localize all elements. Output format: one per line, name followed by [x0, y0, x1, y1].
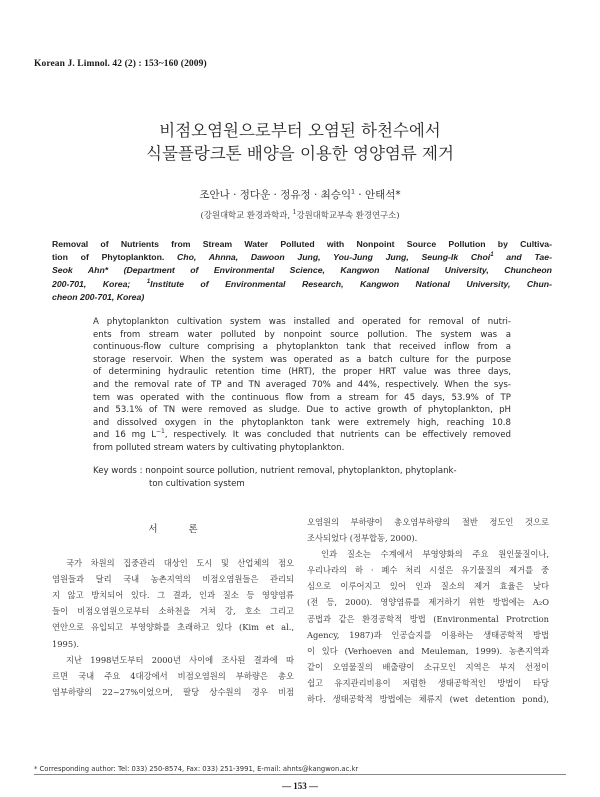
right-paragraph-2 — [307, 546, 549, 707]
text-line: 심으로 이루어지고 있어 인과 질소의 제거 효율은 낮다 — [307, 581, 549, 592]
left-paragraph-2 — [52, 652, 294, 700]
english-title-end: tion of Phytoplankton. — [52, 252, 165, 263]
abstract-line: and dissolved oxygen in the phytoplankton tank were extremely high, reaching 10.8 — [93, 417, 511, 428]
abstract-line: from polluted stream waters by cultivating phytoplankton. — [93, 442, 345, 453]
text-line: 지 않고 방치되어 있다. 그 결과, 인과 질소 등 영양염류 — [52, 590, 294, 601]
text-line: 인과 질소는 수계에서 부영양화의 주요 원인물질이나, — [321, 549, 549, 560]
english-affil-sup: 1 — [146, 278, 151, 285]
text-line: 지난 1998년도부터 2000년 사이에 조사된 결과에 따 — [66, 654, 294, 665]
text-line: 연안으로 유입되고 부영양화를 초래하고 있다 (Kim et al., — [52, 622, 294, 633]
text-line: 1995). — [52, 638, 79, 649]
abstract-line: A phytoplankton cultivation system was installed and operated for removal of nutri- — [93, 317, 511, 327]
text-line: 오염원의 부하량이 총오염부하량의 절반 정도인 것으로 — [307, 517, 549, 527]
abstract-line: tem was operated with the continuous flow from a stream for 45 days, 53.9% of TP — [93, 392, 511, 403]
text-line: 쉽고 유지관리비용이 저렴한 생태공학적인 방법이 타당 — [307, 677, 549, 688]
text-line: Agency, 1987)과 인공습지를 이용하는 생태공학적 방법 — [307, 629, 549, 640]
keywords-continued: ton cultivation system — [149, 478, 245, 489]
korean-authors-last: · 안태석* — [354, 189, 401, 201]
english-authors-sup: 1 — [490, 252, 494, 259]
english-authors-2: and Tae- — [493, 252, 552, 263]
english-affil-2b: Institute of Environmental Research, Kangwon National University, Chun- — [150, 278, 552, 289]
text-line: 조사되었다 (정부합동, 2000). — [307, 533, 418, 544]
text-line: 우리나라의 하 · 폐수 처리 시설은 유기물질의 제거를 중 — [307, 565, 549, 576]
text-line: 하다. 생태공학적 방법에는 체류지 (wet detention pond), — [307, 694, 549, 705]
korean-title-line-1: 비점오염원으로부터 오염된 하천수에서 — [159, 121, 441, 140]
english-affil-2a: 200-701, Korea; — [52, 278, 131, 289]
keywords — [93, 465, 525, 490]
section-heading-introduction: 서 론 — [148, 524, 212, 535]
korean-affiliation-a: (강원대학교 환경과학과, — [200, 210, 293, 220]
text-line: 이 있다 (Verhoeven and Meuleman, 1999). 농촌지역과 — [307, 645, 549, 656]
keywords-text: nonpoint source pollution, nutrient removal, phytoplankton, phytoplank- — [142, 466, 457, 476]
left-column — [52, 514, 294, 700]
left-paragraph-1 — [52, 555, 294, 652]
korean-authors-main: 조안나 · 정다운 · 정유정 · 최승익 — [199, 189, 352, 201]
abstract-line: ents from stream water polluted by nonpoint source pollution. The system was a — [93, 329, 511, 340]
korean-affiliation — [0, 209, 600, 221]
text-line: 염원들과 달리 국내 농촌지역의 비점오염원들은 관리되 — [52, 574, 294, 585]
abstract-line: continuous-flow culture comprising a phytoplankton tank that received inflow from a — [93, 342, 511, 353]
korean-authors-sup: 1 — [351, 188, 355, 196]
english-title-line-1: Removal of Nutrients from Stream Water Polluted with Nonpoint Source Pollution by Cultiva- — [52, 239, 552, 249]
korean-affiliation-b: 강원대학교부속 환경연구소) — [296, 210, 400, 220]
english-title-block — [52, 238, 552, 304]
keywords-label: Key words : — [93, 466, 143, 476]
english-title-line-4 — [52, 278, 552, 291]
text-line: 염부하량의 22~27%이었으며, 팔당 상수원의 경우 비점 — [52, 686, 294, 697]
english-affil-1: Seok Ahn* (Department of Environmental Science, Kangwon National University, Chuncheon — [52, 265, 552, 276]
right-paragraph-1 — [307, 514, 549, 546]
text-line: 공법과 같은 환경공학적 방법 (Environmental Protrction — [307, 613, 549, 624]
page-number: — 153 — — [282, 781, 318, 791]
abstract-line: storage reservoir. When the system was operated as a batch culture for the purpose — [93, 354, 511, 365]
english-title-line-3 — [52, 264, 552, 277]
abstract-sup: −1 — [156, 428, 165, 436]
text-line: 국가 차원의 집중관리 대상인 도시 및 산업체의 점오 — [66, 558, 294, 569]
footnote-divider — [34, 774, 566, 775]
text-line: 르면 국내 주요 4대강에서 비점오염원의 부하량은 총오 — [52, 670, 294, 681]
english-affil-3: cheon 200-701, Korea) — [52, 291, 145, 302]
english-authors-1: Cho, Ahnna, Dawoon Jung, You-Jung Jung, Seung-Ik Choi — [164, 252, 491, 263]
text-line: 같이 오염물질의 배출량이 소규모인 지역은 부지 선정이 — [307, 661, 549, 672]
right-column — [307, 514, 549, 707]
abstract-line: and 53.1% of TN were removed as sludge. Due to active growth of phytoplankton, pH — [93, 405, 511, 416]
journal-citation: Korean J. Limnol. 42 (2) : 153~160 (2009) — [34, 59, 207, 69]
text-line: (전 등, 2000). 영양염류를 제거하기 위한 방법에는 A₂O — [307, 597, 549, 608]
abstract-line — [93, 429, 511, 442]
abstract-line-10b: , respectively. It was concluded that nutrients can be effectively removed — [164, 430, 512, 441]
korean-title-line-2: 식물플랑크톤 배양을 이용한 영양염류 제거 — [146, 144, 454, 163]
korean-affiliation-sup: 1 — [292, 209, 297, 217]
abstract — [93, 316, 511, 455]
korean-authors — [0, 187, 600, 202]
text-line: 들이 비점오염원으로부터 소하천을 거쳐 강, 호소 그리고 — [52, 606, 294, 617]
abstract-line-10a: and 16 mg L — [93, 430, 156, 441]
abstract-line: and the removal rate of TP and TN averaged 70% and 44%, respectively. When the sys- — [93, 379, 511, 390]
abstract-line: of determining hydraulic retention time (HRT), the proper HRT value was three days, — [93, 367, 511, 378]
english-title-line-5 — [52, 291, 552, 304]
english-title-line-2 — [52, 251, 552, 264]
footnote: * Corresponding author: Tel: 033) 250-8574, Fax: 033) 251-3991, E-mail: ahnts@kangwon.ac.kr — [34, 765, 359, 773]
